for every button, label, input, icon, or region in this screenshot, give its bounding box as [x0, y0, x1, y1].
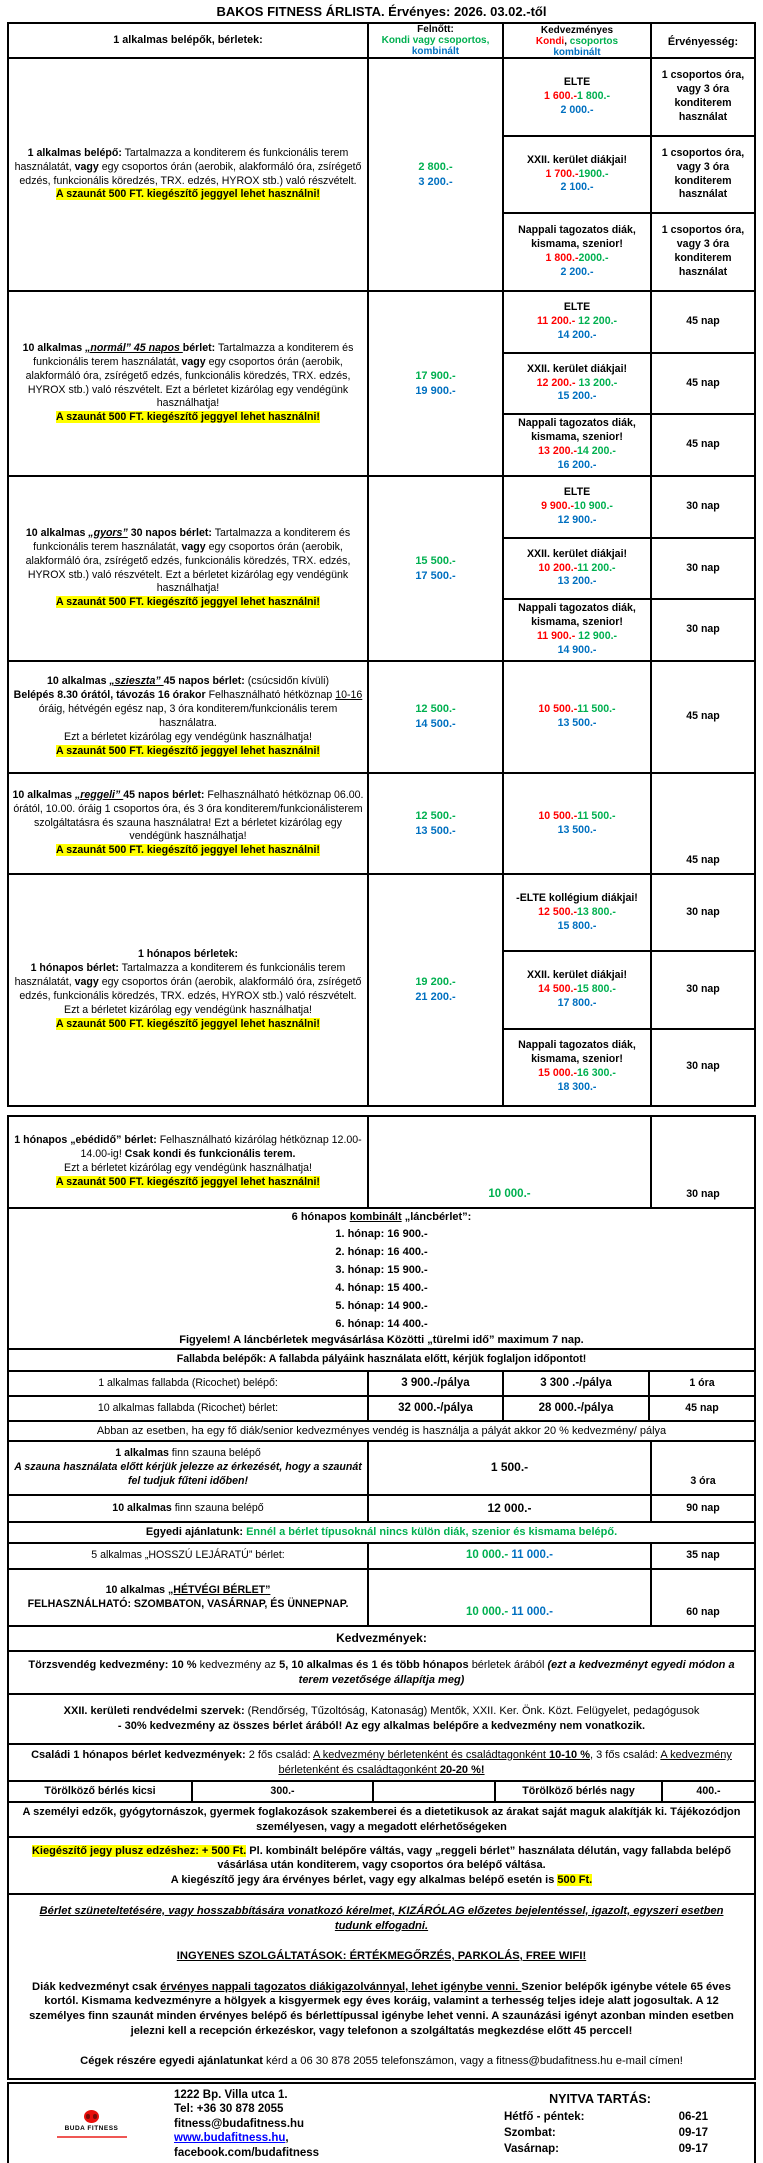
validity: 45 nap [650, 415, 754, 475]
section-10x-gyors [9, 475, 754, 660]
section-10x-szieszta [9, 660, 754, 772]
hours-time: 06-21 [678, 2111, 708, 2124]
pass-description: 10 alkalmas „reggeli” 45 napos bérlet: Felhasználható hétköznap 06.00. órától, 10.00. óráig 1 csoportos óra, és 3 óra konditerem/funkcionálisterem szolgáltatásra és szauna használatra! Ezt a bérletet kizárólag egy vendégünk használhatja! A szaunát 500 FT. kiegészítő jeggyel lehet használni! [12, 788, 364, 857]
fallabda-note: Fallabda belépők: A fallabda pályáink használata előtt, kérjük foglaljon időpontot! [176, 1353, 587, 1366]
price: 10 000.- 11 000.- [367, 1544, 650, 1568]
discounts-heading: Kedvezmények: [336, 1630, 427, 1645]
row-loyalty-discount [9, 1650, 754, 1693]
row-ebedido [9, 1117, 754, 1207]
price: 10 000.- [367, 1117, 650, 1207]
hours-day: Szombat: [504, 2126, 556, 2139]
chain-month-4: 4. hónap: 15 400.- [335, 1281, 428, 1294]
family-discount-note: Családi 1 hónapos bérlet kedvezmények: 2 fős család: A kedvezmény bérletenként és családtagonként 10-10 %, 3 fős család: A kedvezmény bérletenként és családtagonként 20-20 %! [31, 1748, 732, 1776]
chain-month-6: 6. hónap: 14 400.- [335, 1317, 428, 1330]
discount-price-elte: ELTE 9 900.-10 900.- 12 900.- [541, 485, 613, 526]
adult-price: 2 800.- 3 200.- [367, 59, 502, 290]
row-fallabda-10x [9, 1395, 754, 1420]
pass-description: 10 alkalmas „gyors” 30 napos bérlet: Tartalmazza a konditerem és funkcionális terem használatát, vagy egy csoportos órán (aerobik, alakformáló óra, zsírégető edzés, funkcionális köredzés, TRX. edzés, HYROX stb.) való részvételt. Ezt a bérletet kizárólag egy vendégünk használhatja! A szaunát 500 FT. kiegészítő jeggyel lehet használni! [25, 526, 351, 609]
validity: 45 nap [648, 1397, 754, 1420]
chain-month-1: 1. hónap: 16 900.- [335, 1227, 428, 1240]
law-enforcement-note: XXII. kerületi rendvédelmi szervek: (Rendőrség, Tűzoltóság, Katonaság) Mentők, XXII. Ker. Önk. Közt. Felügyelet, pedagógusok - 30% kedvezmény az összes bérlet árából! Az egy alkalmas belépőre a kedvezmény nem vonatkozik. [63, 1705, 700, 1732]
section-single-entry [9, 57, 754, 290]
logo-tagline-line [57, 2136, 127, 2138]
validity: 3 óra [650, 1442, 754, 1494]
towel-small-price: 300.- [191, 1782, 372, 1801]
header-validity: Érvényesség: [650, 24, 754, 60]
discount-price-student: Nappali tagozatos diák, kismama, szenior! 13 200.-14 200.- 16 200.- [518, 417, 636, 472]
price: 10 000.- 11 000.- [367, 1570, 650, 1625]
price-adult: 3 900.-/pálya [367, 1372, 502, 1395]
item-label: 10 alkalmas finn szauna belépő [112, 1501, 264, 1514]
row-hetvegi [9, 1568, 754, 1625]
validity: 30 nap [650, 952, 754, 1027]
hours-day: Hétfő - péntek: [504, 2111, 585, 2124]
row-hosszu-lejaratu [9, 1542, 754, 1568]
item-label: 10 alkalmas fallabda (Ricochet) bérlet: [97, 1401, 279, 1414]
pass-description: 10 alkalmas „szieszta” 45 napos bérlet: (csúcsidőn kívüli) Belépés 8.30 órától, távozás 16 órakor Felhasználható hétköznap 10-16 óráig, hétvégén egész nap, 3 óra konditerem/funkcionális terem használatra. Ezt a bérletet kizárólag egy vendégünk használhatja! A szaunát 500 FT. kiegészítő jeggyel lehet használni! [13, 675, 363, 757]
row-special-offer [9, 1521, 754, 1542]
adult-price: 15 500.- 17 500.- [367, 477, 502, 660]
section-10x-normal [9, 290, 754, 475]
discount-price-elte: ELTE 1 600.-1 800.- 2 000.- [544, 75, 610, 116]
chain-month-5: 5. hónap: 14 900.- [335, 1299, 428, 1312]
chain-pass-title: 6 hónapos kombinált „láncbérlet”: [291, 1210, 472, 1223]
towel-empty-cell [372, 1782, 494, 1801]
hours-row [464, 2110, 736, 2126]
secondary-price-table [7, 1115, 756, 2080]
validity: 30 nap [650, 600, 754, 660]
towel-large-price: 400.- [661, 1782, 754, 1801]
row-law-enforcement-discount [9, 1693, 754, 1743]
adult-price: 12 500.- 14 500.- [367, 662, 502, 772]
row-sauna-10x [9, 1494, 754, 1521]
header-passes: 1 alkalmas belépők, bérletek: [113, 34, 263, 47]
footer [7, 2082, 756, 2163]
discount-price: 10 500.-11 500.- 13 500.- [538, 809, 616, 836]
chain-pass-details [9, 1209, 754, 1348]
row-trainers-note [9, 1801, 754, 1836]
section-10x-reggeli [9, 772, 754, 873]
hours-day: Vasárnap: [504, 2142, 559, 2155]
validity: 45 nap [650, 354, 754, 414]
opening-hours-block [434, 2091, 754, 2157]
main-price-table [7, 22, 756, 1107]
validity: 45 nap [650, 774, 754, 873]
validity: 45 nap [650, 292, 754, 352]
row-court-discount-note [9, 1420, 754, 1440]
row-lancberlet [9, 1207, 754, 1348]
logo-text: BUDA FITNESS [64, 2125, 119, 2133]
validity: 30 nap [650, 1117, 754, 1207]
row-sauna-single [9, 1440, 754, 1494]
validity: 1 óra [648, 1372, 754, 1395]
adult-price: 12 500.- 13 500.- [367, 774, 502, 873]
validity: 35 nap [650, 1544, 754, 1568]
hours-time: 09-17 [678, 2142, 708, 2155]
hours-time: 09-17 [678, 2126, 708, 2139]
validity: 1 csoportos óra, vagy 3 óra konditerem használat [650, 214, 754, 290]
logo-block [9, 2110, 174, 2138]
eligibility-rules: Diák kedvezményt csak érvényes nappali tagozatos diákigazolvánnyal, lehet igénybe venni. Szenior belépők igénybe vétele 65 éves kortól. Kismama kedvezményre a hölgyek a kisgyermek egy éves koráig, valamint a terhesség teljes ideje alatt jogosultak. A 12 személyes finn szaunát minden érvényes belépő és bérlettípussal igénybe lehet venni. A szaunázási igényt azonban minden esetben jelezni kell a recepción érkezéskor, vagy telefonon a szolgáltatás megkezdése előtt 45 perccel! [29, 1980, 734, 2037]
adult-price: 19 200.- 21 200.- [367, 875, 502, 1105]
discount-price-district: XXII. kerület diákjai! 14 500.-15 800.- 17 800.- [526, 969, 628, 1009]
row-fallabda-single [9, 1370, 754, 1395]
row-info-block [9, 1893, 754, 2078]
price: 12 000.- [367, 1496, 650, 1521]
validity: 1 csoportos óra, vagy 3 óra konditerem használat [650, 137, 754, 213]
page-title: BAKOS FITNESS ÁRLISTA. Érvényes: 2026. 03.02.-től [216, 4, 547, 19]
chain-month-3: 3. hónap: 15 900.- [335, 1263, 428, 1276]
contact-block[interactable]: 1222 Bp. Villa utca 1. Tel: +36 30 878 2055 fitness@budafitness.hu www.budafitness.hu, facebook.com/budafitness [174, 2089, 320, 2159]
row-fallabda-header [9, 1348, 754, 1370]
row-discounts-heading [9, 1625, 754, 1650]
discount-price: 10 500.-11 500.- 13 500.- [538, 703, 616, 729]
price-adult: 32 000.-/pálya [367, 1397, 502, 1420]
court-discount-note: Abban az esetben, ha egy fő diák/senior kedvezményes vendég is használja a pályát akkor 20 % kedvezmény/ pálya [96, 1424, 667, 1437]
header-discounted: Kedvezményes Kondi, csoportos kombinált [535, 25, 619, 59]
discount-price-district: XXII. kerület diákjai! 1 700.-1900.- 2 100.- [526, 153, 628, 194]
chain-warning: Figyelem! A láncbérletek megvásárlása Közötti „türelmi idő” maximum 7 nap. [179, 1333, 584, 1346]
section-monthly [9, 873, 754, 1105]
pass-description: 1 hónapos „ebédidő” bérlet: Felhasználható kizárólag hétköznap 12.00-14.00-ig! Csak kondi és funkcionális terem. Ezt a bérletet kizárólag egy vendégünk használhatja! A szaunát 500 FT. kiegészítő jeggyel lehet használni! [14, 1134, 362, 1188]
validity: 45 nap [650, 662, 754, 772]
validity: 30 nap [650, 539, 754, 599]
trainers-note: A személyi edzők, gyógytornászok, gyermek foglakozások szakemberei és a dietetikusok az árakat saját maguk alakítják ki. Tájékozódjon személyesen, vagy a megadott elérhetőségeken [22, 1805, 741, 1833]
row-supplement-ticket [9, 1836, 754, 1893]
hours-row [464, 2126, 736, 2142]
loyalty-discount-note: Törzsvendég kedvezmény: 10 % kedvezmény az 5, 10 alkalmas és 1 és több hónapos bérletek árából (ezt a kedvezményt egyedi módon a terem vezetősége állapítja meg) [28, 1658, 735, 1686]
pass-description: 10 alkalmas „normál” 45 napos bérlet: Tartalmazza a konditerem és funkcionális terem használatát, vagy egy csoportos órán (aerobik, alakformáló óra, zsírégető edzés, funkcionális köredzés, TRX. edzés, HYROX stb.) való részvételt. Ezt a bérletet kizárólag egy vendégünk használhatja! A szaunát 500 FT. kiegészítő jeggyel lehet használni! [22, 341, 354, 424]
validity: 1 csoportos óra, vagy 3 óra konditerem használat [650, 59, 754, 135]
discount-price-student: Nappali tagozatos diák, kismama, szenior! 1 800.-2000.- 2 200.- [518, 224, 636, 279]
discount-price-district: XXII. kerület diákjai! 10 200.-11 200.- 13 200.- [526, 547, 628, 588]
row-towel-rental [9, 1780, 754, 1801]
company-offer: Cégek részére egyedi ajánlatunkat kérd a 06 30 878 2055 telefonszámon, vagy a fitness@budafitness.hu e-mail címen! [80, 2055, 683, 2068]
discount-price-elte-dorm: -ELTE kollégium diákjai! 12 500.-13 800.- 15 800.- [516, 891, 638, 932]
opening-hours-title: NYITVA TARTÁS: [549, 2091, 651, 2106]
adult-price: 17 900.- 19 900.- [367, 292, 502, 475]
buda-fitness-logo-icon [84, 2110, 99, 2123]
price-discount: 3 300 .-/pálya [502, 1372, 648, 1395]
hours-row [464, 2142, 736, 2158]
discount-price-district: XXII. kerület diákjai! 12 200.- 13 200.- 15 200.- [526, 362, 628, 403]
item-label: 1 alkalmas finn szauna belépő A szauna használata előtt kérjük jelezze az érkezését, hogy a szaunát fel tudjuk fűteni időben! [14, 1447, 362, 1487]
validity: 30 nap [650, 477, 754, 537]
validity: 30 nap [650, 875, 754, 950]
pass-description: 1 hónapos bérletek: 1 hónapos bérlet: Tartalmazza a konditerem és funkcionális terem használatát, vagy egy csoportos órán (aerobik, alakformáló óra, zsírégető edzés, funkcionális köredzés, TRX. edzés, HYROX stb.) való részvételt. Ezt a bérletet kizárólag egy vendégünk használhatja! A szaunát 500 FT. kiegészítő jeggyel lehet használni! [14, 948, 362, 1030]
validity: 60 nap [650, 1570, 754, 1625]
suspension-policy: Bérlet szüneteltetésére, vagy hosszabbítására vonatkozó kérelmet, KIZÁRÓLAG előzetes bejelentéssel, igazolt, egyszeri esetben tudunk elfogadni. [39, 1904, 724, 1932]
price: 1 500.- [367, 1442, 650, 1494]
discount-price-elte: ELTE 11 200.- 12 200.- 14 200.- [536, 300, 618, 341]
supplement-ticket-note: Kiegészítő jegy plusz edzéshez: + 500 Ft. Pl. kombinált belépőre váltás, vagy „reggeli bérlet” használata délután, vagy fallabda belépő vásárlása után konditerem, vagy csoportos óra belépő váltása. A kiegészítő jegy ára érvényes bérlet, vagy egy alkalmas belépő esetén is 500 Ft. [31, 1844, 732, 1886]
free-services: INGYENES SZOLGÁLTATÁSOK: ÉRTÉKMEGŐRZÉS, PARKOLÁS, FREE WIFI! [176, 1950, 587, 1963]
item-label: 1 alkalmas fallabda (Ricochet) belépő: [98, 1376, 278, 1389]
towel-small-label: Törölköző bérlés kicsi [44, 1784, 156, 1797]
discount-price-student: Nappali tagozatos diák, kismama, szenior! 11 900.- 12 900.- 14 900.- [518, 602, 636, 657]
validity: 30 nap [650, 1030, 754, 1105]
validity: 90 nap [650, 1496, 754, 1521]
special-offer-note: Egyedi ajánlatunk: Ennél a bérlet típusoknál nincs külön diák, szenior és kismama belépő. [145, 1526, 618, 1539]
header-adult: Felnőtt: Kondi vagy csoportos, kombinált [367, 24, 502, 57]
row-family-discount [9, 1743, 754, 1780]
pass-description: 1 alkalmas belépő: Tartalmazza a konditerem és funkcionális terem használatát, vagy egy csoportos órán (aerobik, alakformáló óra, zsírégető edzés, funkcionális köredzés, TRX. edzés, HYROX stb.) való részvételt. A szaunát 500 FT. kiegészítő jeggyel lehet használni! [14, 146, 362, 201]
discount-price-student: Nappali tagozatos diák, kismama, szenior! 15 000.-16 300.- 18 300.- [518, 1039, 636, 1094]
info-block [9, 1895, 754, 2078]
price-discount: 28 000.-/pálya [502, 1397, 648, 1420]
item-label: 5 alkalmas „HOSSZÚ LEJÁRATÚ” bérlet: [91, 1549, 285, 1562]
towel-large-label: Törölköző bérlés nagy [494, 1782, 661, 1801]
item-label: 10 alkalmas „HÉTVÉGI BÉRLET” FELHASZNÁLHATÓ: SZOMBATON, VASÁRNAP, ÉS ÜNNEPNAP. [27, 1583, 349, 1610]
chain-month-2: 2. hónap: 16 400.- [335, 1245, 428, 1258]
table-header-row [9, 24, 754, 57]
